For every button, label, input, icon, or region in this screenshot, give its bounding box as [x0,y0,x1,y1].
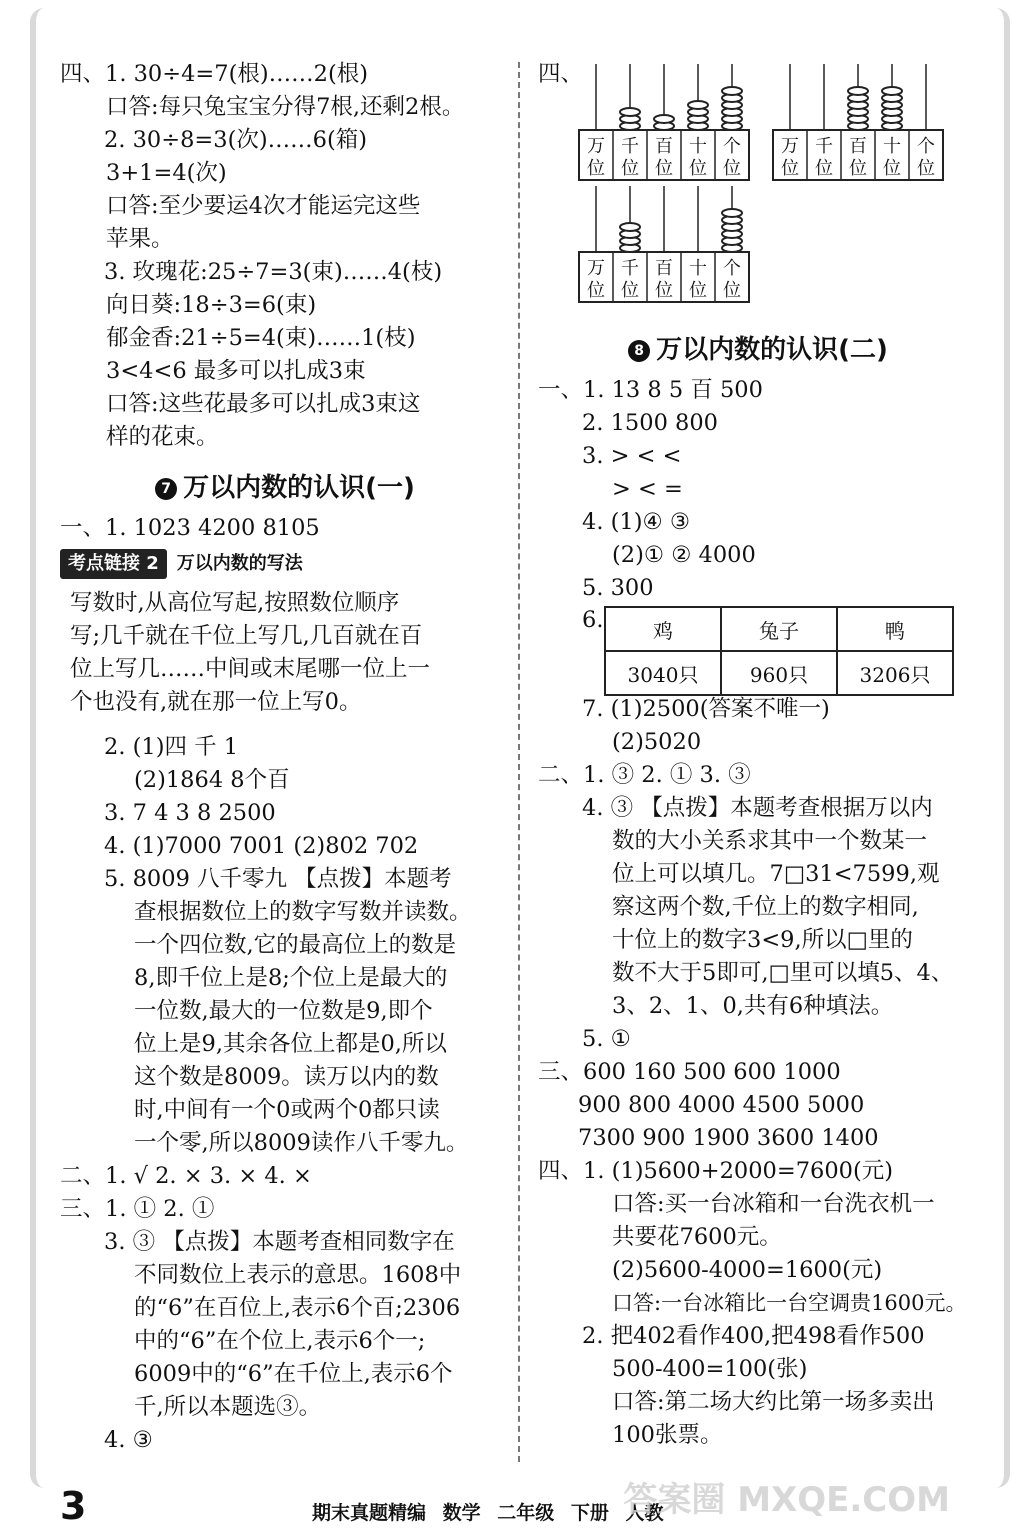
abacus-2 [772,62,944,182]
table-header-cell: 兔子 [721,607,837,651]
answer-line: 数不大于5即可,□里可以填5、4、 [612,960,954,986]
abacus-question-label: 四、 [538,61,584,87]
answer-line: 6. [582,607,604,633]
answer-line: 位上可以填几。7□31<7599,观 [612,861,940,887]
answer-line: 100张票。 [612,1422,723,1448]
answer-line: 2. 30÷8=3(次)……6(箱) [104,127,368,153]
svg-text:百: 百 [849,136,867,157]
answer-line: 5. 8009 八千零九 【点拨】本题考 [104,866,452,892]
answer-line: 不同数位上表示的意思。1608中 [134,1262,462,1288]
svg-text:千: 千 [621,136,639,157]
section-title-8 [538,326,978,374]
svg-text:万: 万 [781,136,799,157]
answer-line: 二、1. √ 2. × 3. × 4. × [60,1163,312,1189]
table-header-cell: 鸡 [605,607,721,651]
answer-line: (2)5020 [612,729,702,755]
answer-line: 千,所以本题选③。 [134,1394,322,1420]
knowledge-box [60,585,510,731]
answer-line: 的“6”在百位上,表示6个百;2306 [134,1295,461,1321]
footer-book-info: 期末真题精编 数学 二年级 下册 人教 [312,1502,664,1524]
answer-line: 6009中的“6”在千位上,表示6个 [134,1361,453,1387]
answer-line: 中的“6”在个位上,表示6个一; [134,1328,426,1354]
section-title-text: 万以内数的认识(二) [656,335,888,365]
svg-text:个: 个 [917,136,935,157]
svg-text:位: 位 [587,158,605,179]
svg-text:位: 位 [849,158,867,179]
answer-line: 一、1. 1023 4200 8105 [60,515,320,541]
place-label-wan: 万 [587,136,605,157]
answer-line: 十位上的数字3<9,所以□里的 [612,927,913,953]
svg-text:位: 位 [655,280,673,301]
svg-text:位: 位 [621,158,639,179]
svg-text:位: 位 [883,158,901,179]
svg-text:个: 个 [723,258,741,279]
knowledge-link-title: 万以内数的写法 [176,553,303,574]
right-column-content [538,326,978,1452]
svg-text:万: 万 [587,258,605,279]
table-cell: 3206只 [837,651,953,695]
svg-text:位: 位 [587,280,605,301]
table-cell: 3040只 [605,651,721,695]
answer-line: 8,即千位上是8;个位上是最大的 [134,965,448,991]
answer-line: 时,中间有一个0或两个0都只读 [134,1097,440,1123]
abacus-3 [578,184,750,304]
answer-line: 样的花束。 [106,424,219,450]
answer-line: 向日葵:18÷3=6(束) [106,292,317,318]
answer-line: 3+1=4(次) [106,160,227,186]
answer-line: 5. 300 [582,575,654,601]
table-header-row [605,607,953,651]
answer-line: 这个数是8009。读万以内的数 [134,1064,439,1090]
answer-line: 4. ③ 【点拨】本题考查根据万以内 [582,795,933,821]
abacus-1 [578,62,750,182]
box-line: 位上写几……中间或末尾哪一位上一 [70,656,431,682]
answer-line: 一位数,最大的一位数是9,即个 [134,998,433,1024]
answer-line: 2. 把402看作400,把498看作500 [582,1323,925,1349]
svg-text:位: 位 [723,280,741,301]
answer-line: 一个四位数,它的最高位上的数是 [134,932,457,958]
answer-line: 口答:这些花最多可以扎成3束这 [106,391,421,417]
table-row [605,651,953,695]
answer-line: 口答:第二场大约比第一场多卖出 [612,1389,935,1415]
answer-line: 一、1. 13 8 5 百 500 [538,377,763,403]
answer-line: 位上是9,其余各位上都是0,所以 [134,1031,447,1057]
answer-line: 口答:买一台冰箱和一台洗衣机一 [612,1191,935,1217]
answer-line: 2. (1)四 千 1 [104,734,239,760]
answer-line: 3. > < < [582,443,682,469]
answer-line: 4. (1)④ ③ [582,509,690,535]
box-line: 写数时,从高位写起,按照数位顺序 [70,590,400,616]
svg-text:个: 个 [723,136,741,157]
answer-line: 数的大小关系求其中一个数某一 [612,828,928,854]
svg-text:十: 十 [883,136,901,157]
page-footer [40,1480,980,1530]
svg-text:位: 位 [781,158,799,179]
svg-text:位: 位 [917,158,935,179]
answer-line: 二、1. ③ 2. ① 3. ③ [538,762,751,788]
answer-line: 口答:每只兔宝宝分得7根,还剩2根。 [106,94,465,120]
answer-line: 三、1. ① 2. ① [60,1196,215,1222]
answer-line: 口答:至少要运4次才能运完这些 [106,193,421,219]
answer-line: 一个零,所以8009读作八千零九。 [134,1130,469,1156]
svg-text:位: 位 [621,280,639,301]
svg-text:千: 千 [815,136,833,157]
answer-line: 7. (1)2500(答案不唯一) [582,696,830,722]
table-cell: 960只 [721,651,837,695]
answer-line: 四、1. (1)5600+2000=7600(元) [538,1158,894,1184]
svg-text:十: 十 [689,258,707,279]
answer-line: 3. 7 4 3 8 2500 [104,800,276,826]
page-number: 3 [60,1484,87,1528]
section-title-7 [60,464,510,512]
answer-line: > < = [612,476,683,502]
answer-line: 900 800 4000 4500 5000 [578,1092,865,1118]
knowledge-link [60,549,510,579]
answer-line: 5. ① [582,1026,631,1052]
answer-line: (2)① ② 4000 [612,542,756,568]
svg-text:百: 百 [655,136,673,157]
answer-line: 查根据数位上的数字写数并读数。 [134,899,472,925]
watermark: 答案圈 MXQE.COM [623,1480,950,1520]
answer-line: 四、1. 30÷4=7(根)……2(根) [60,61,369,87]
section-number-badge: 8 [628,340,650,362]
svg-text:百: 百 [655,258,673,279]
box-line: 写;几千就在千位上写几,几百就在百 [70,623,423,649]
answer-line: 4. (1)7000 7001 (2)802 702 [104,833,419,859]
answer-line: 3. 玫瑰花:25÷7=3(束)……4(枝) [104,259,443,285]
answer-line: 7300 900 1900 3600 1400 [578,1125,879,1151]
svg-text:位: 位 [689,158,707,179]
answer-line: 500-400=100(张) [612,1356,808,1382]
box-line: 个也没有,就在那一位上写0。 [70,689,362,715]
answer-line: (2)1864 8个百 [134,767,290,793]
answer-line: 2. 1500 800 [582,410,718,436]
section-number-badge: 7 [155,478,177,500]
answer-line: 苹果。 [106,226,174,252]
column-divider [518,62,520,1462]
left-column [60,58,510,1457]
svg-text:位: 位 [655,158,673,179]
answer-line: 三、600 160 500 600 1000 [538,1059,841,1085]
answer-line: 共要花7600元。 [612,1224,782,1250]
answer-line: 口答:一台冰箱比一台空调贵1600元。 [612,1291,967,1315]
animal-count-table [604,606,954,696]
svg-text:十: 十 [689,136,707,157]
knowledge-link-tag: 考点链接 2 [60,549,167,579]
answer-line: 3<4<6 最多可以扎成3束 [106,358,366,384]
svg-text:千: 千 [621,258,639,279]
answer-line: 3. ③ 【点拨】本题考查相同数字在 [104,1229,455,1255]
answer-line: 3、2、1、0,共有6种填法。 [612,993,894,1019]
answer-line: (2)5600-4000=1600(元) [612,1257,883,1283]
answer-line: 郁金香:21÷5=4(束)……1(枝) [106,325,416,351]
answer-line: 察这两个数,千位上的数字相同, [612,894,919,920]
svg-text:位: 位 [723,158,741,179]
svg-text:位: 位 [815,158,833,179]
section-title-text: 万以内数的认识(一) [183,473,415,503]
answer-line: 4. ③ [104,1427,153,1453]
table-header-cell: 鸭 [837,607,953,651]
svg-text:位: 位 [689,280,707,301]
